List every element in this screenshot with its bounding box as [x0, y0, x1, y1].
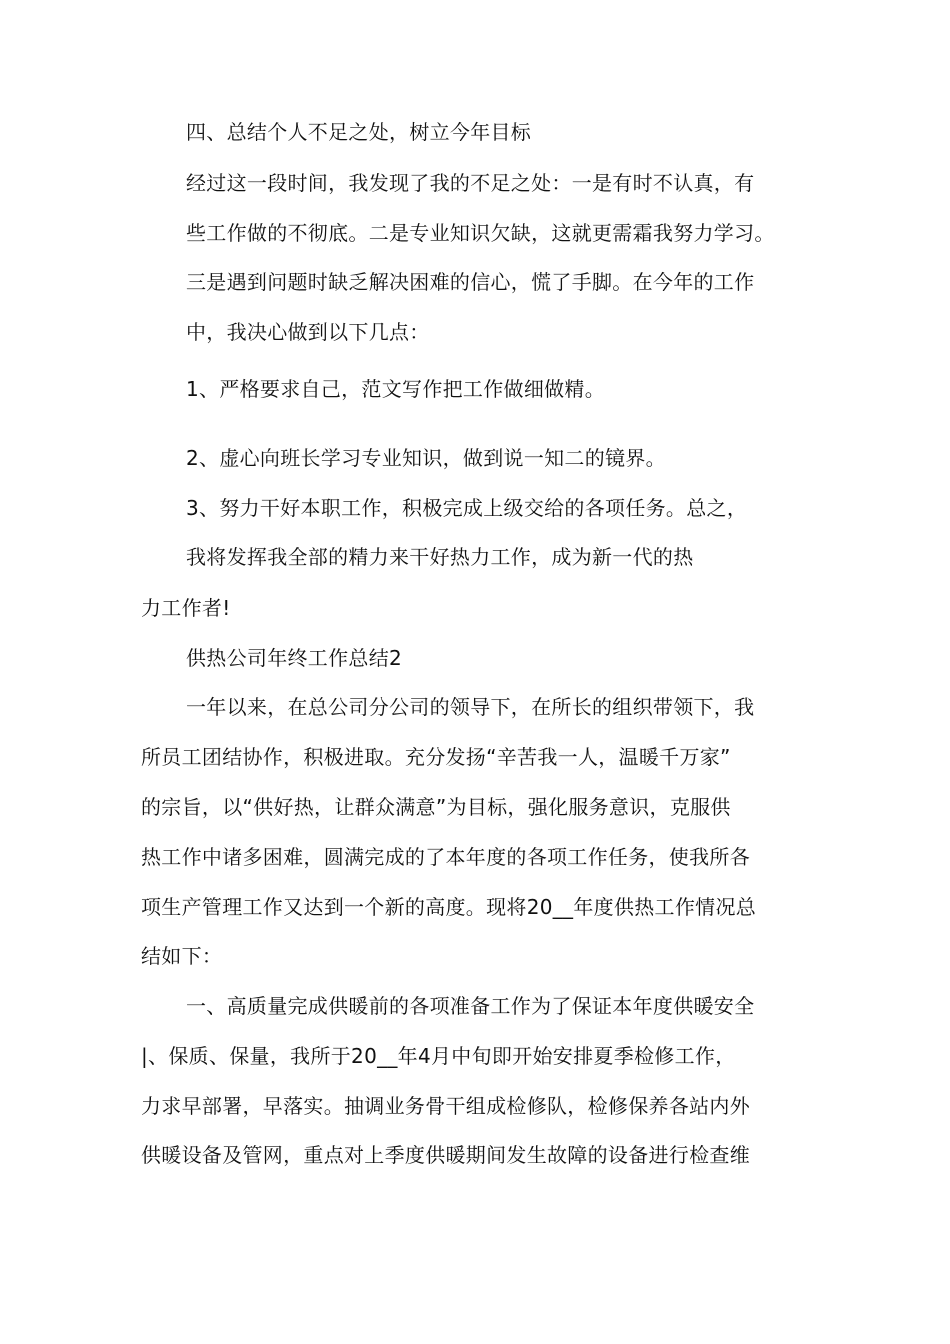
- paragraph-line: 经过这一段时间，我发现了我的不足之处：一是有时不认真，有: [186, 171, 755, 195]
- section-heading-4: 四、总结个人不足之处，树立今年目标: [186, 120, 532, 144]
- paragraph-line: 三是遇到问题时缺乏解决困难的信心，慌了手脚。在今年的工作: [186, 270, 755, 294]
- document-title-2: 供热公司年终工作总结2: [186, 646, 403, 670]
- paragraph-line: 些工作做的不彻底。二是专业知识欠缺，这就更需霜我努力学习。: [186, 221, 775, 245]
- paragraph-line: 的宗旨，以“供好热，让群众满意”为目标，强化服务意识，克服供: [141, 795, 731, 819]
- paragraph-line: 中，我决心做到以下几点：: [186, 320, 430, 344]
- paragraph-line: 热工作中诸多困难，圆满完成的了本年度的各项工作任务，使我所各: [141, 845, 750, 869]
- paragraph-line: 所员工团结协作，积极进取。充分发扬“辛苦我一人，温暖千万家”: [141, 745, 731, 769]
- list-item-2: 2、虚心向班长学习专业知识，做到说一知二的镜界。: [186, 446, 666, 470]
- list-item-3: 3、努力干好本职工作，积极完成上级交给的各项任务。总之，: [186, 496, 748, 520]
- list-item-1: 1、严格要求自己，范文写作把工作做细做精。: [186, 377, 606, 401]
- paragraph-line: 力工作者!: [141, 596, 231, 620]
- paragraph-line: 供暖设备及管网，重点对上季度供暖期间发生故障的设备进行检查维: [141, 1143, 750, 1167]
- paragraph-line: |、保质、保量，我所于20__年4月中旬即开始安排夏季检修工作，: [141, 1044, 736, 1068]
- paragraph-line: 结如下：: [141, 944, 223, 968]
- section-heading-1: 一、高质量完成供暖前的各项准备工作为了保证本年度供暖安全: [186, 994, 755, 1018]
- paragraph-line: 项生产管理工作又达到一个新的高度。现将20__年度供热工作情况总: [141, 895, 757, 919]
- paragraph-line: 一年以来，在总公司分公司的领导下，在所长的组织带领下，我: [186, 695, 755, 719]
- paragraph-line: 我将发挥我全部的精力来干好热力工作，成为新一代的热: [186, 545, 694, 569]
- paragraph-line: 力求早部署，早落实。抽调业务骨干组成检修队，检修保养各站内外: [141, 1094, 750, 1118]
